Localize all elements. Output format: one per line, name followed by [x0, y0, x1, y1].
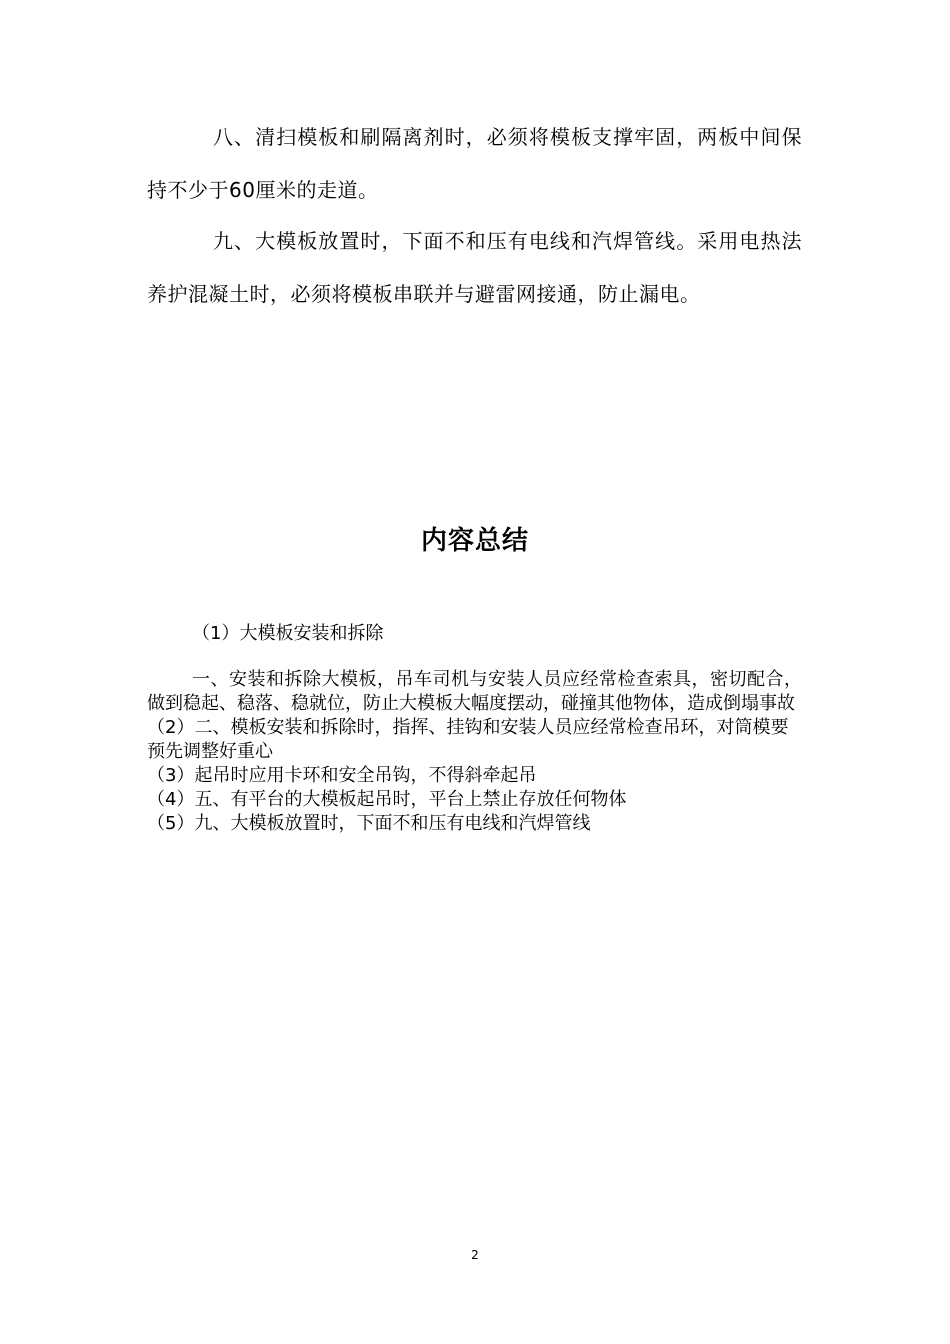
paragraph-nine: 九、大模板放置时，下面不和压有电线和汽焊管线。采用电热法养护混凝土时，必须将模板串联并与避雷网接通，防止漏电。 [147, 229, 802, 306]
page-number: 2 [471, 1248, 479, 1262]
summary-item: （3）起吊时应用卡环和安全吊钩，不得斜牵起吊 [147, 765, 537, 786]
summary-subtitle: （1）大模板安装和拆除 [192, 623, 384, 644]
summary-item: （5）九、大模板放置时，下面不和压有电线和汽焊管线 [147, 813, 591, 834]
summary-item: （4）五、有平台的大模板起吊时，平台上禁止存放任何物体 [147, 789, 627, 810]
paragraph-eight: 八、清扫模板和刷隔离剂时，必须将模板支撑牢固，两板中间保持不少于60厘米的走道。 [147, 125, 802, 202]
summary-title: 内容总结 [420, 526, 529, 556]
summary-item: （2）二、模板安装和拆除时，指挥、挂钩和安装人员应经常检查吊环，对筒模要预先调整好重心 [147, 717, 789, 762]
summary-section [147, 622, 802, 836]
summary-intro: 一、安装和拆除大模板，吊车司机与安装人员应经常检查索具，密切配合，做到稳起、稳落、稳就位，防止大模板大幅度摆动，碰撞其他物体，造成倒塌事故 [147, 669, 802, 714]
